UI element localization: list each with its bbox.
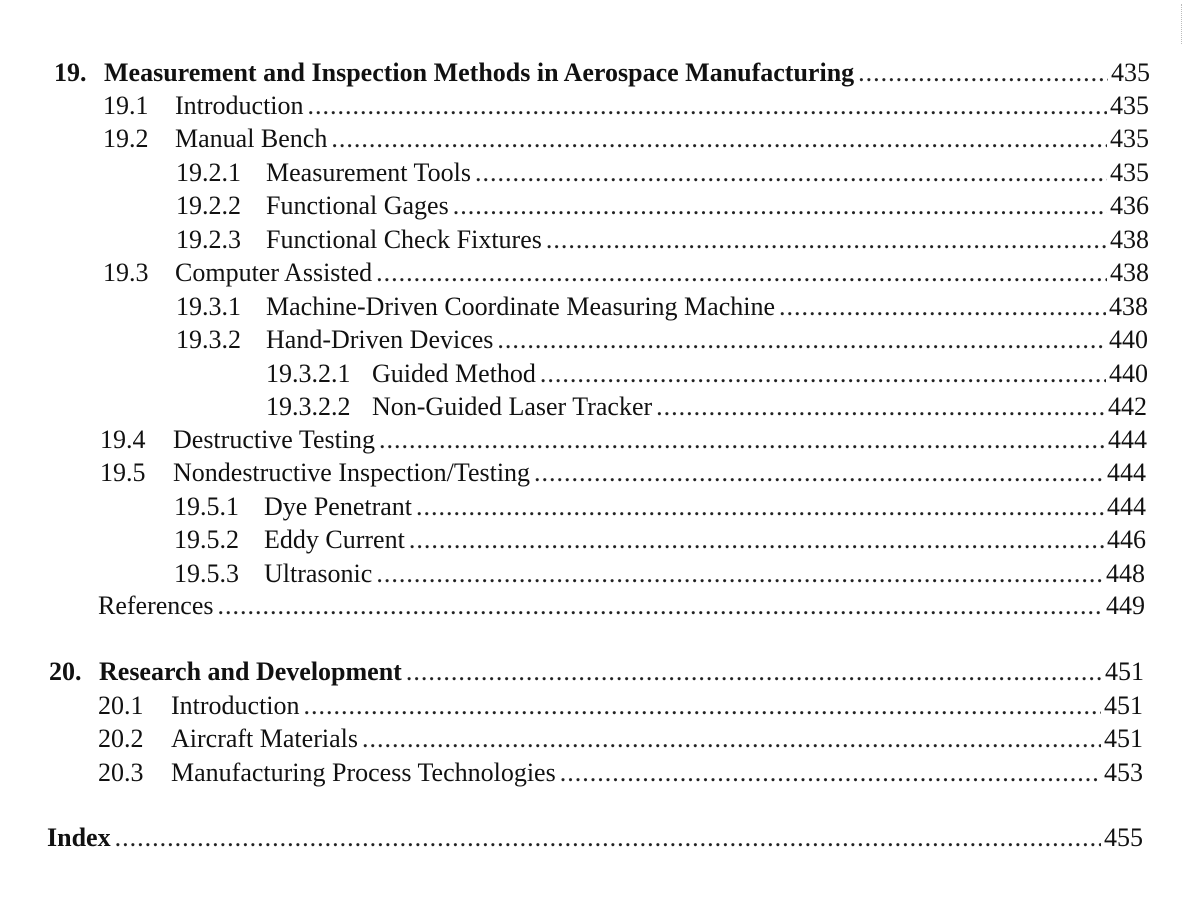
entry-page-number: 438 (1110, 258, 1149, 287)
toc-entry-20-2[interactable] (98, 722, 1143, 756)
entry-title: Functional Check Fixtures (266, 225, 542, 254)
dot-leader (304, 689, 1101, 723)
toc-entry-19-2[interactable] (103, 122, 1149, 156)
entry-page-number: 438 (1109, 292, 1148, 321)
entry-number: 19.5 (100, 458, 146, 487)
entry-number: 19.3.2.1 (266, 359, 351, 388)
entry-page-number: 444 (1107, 458, 1146, 487)
entry-title: Destructive Testing (173, 425, 376, 454)
entry-number: 19.4 (100, 425, 146, 454)
entry-number: 19.2.2 (176, 191, 241, 220)
entry-title: Aircraft Materials (171, 724, 358, 753)
entry-title: Measurement Tools (266, 158, 471, 187)
entry-page-number: 448 (1106, 559, 1145, 588)
entry-number: 19.2 (103, 124, 149, 153)
entry-number: 20.1 (98, 691, 144, 720)
dot-leader (406, 655, 1102, 689)
dot-leader (362, 722, 1101, 756)
toc-entry-20-1[interactable] (98, 689, 1143, 723)
entry-title: Eddy Current (264, 525, 405, 554)
toc-entry-19-3-1[interactable] (176, 290, 1148, 324)
entry-page-number: 435 (1111, 58, 1150, 87)
entry-page-number: 440 (1109, 359, 1148, 388)
entry-page-number: 442 (1108, 392, 1147, 421)
dot-leader (376, 256, 1107, 290)
entry-page-number: 436 (1110, 191, 1149, 220)
dot-leader (656, 390, 1105, 424)
dot-leader (534, 456, 1104, 490)
entry-page-number: 440 (1109, 325, 1148, 354)
dot-leader (453, 189, 1107, 223)
entry-page-number: 451 (1104, 691, 1143, 720)
entry-title: Computer Assisted (175, 258, 373, 287)
entry-title: Introduction (175, 91, 304, 120)
entry-title: Machine-Driven Coordinate Measuring Machine (266, 292, 776, 321)
toc-entry-19-3-2[interactable] (176, 323, 1148, 357)
entry-title: References (98, 591, 214, 620)
toc-entry-19-5-2[interactable] (174, 523, 1146, 557)
entry-title: Functional Gages (266, 191, 449, 220)
entry-title: Dye Penetrant (264, 492, 413, 521)
entry-number: 19.5.1 (174, 492, 239, 521)
entry-number: 19.3.2 (176, 325, 241, 354)
entry-page-number: 451 (1104, 724, 1143, 753)
dot-leader (560, 756, 1101, 790)
dot-leader (217, 589, 1103, 623)
toc-entry-20-3[interactable] (98, 756, 1143, 790)
entry-number: 19.1 (103, 91, 149, 120)
entry-number: 19.3 (103, 258, 149, 287)
entry-number: 19.3.1 (176, 292, 241, 321)
entry-title: Index (47, 823, 111, 852)
dot-leader (379, 423, 1105, 457)
entry-title: Manufacturing Process Technologies (171, 758, 556, 787)
dot-leader (409, 523, 1104, 557)
entry-title: Nondestructive Inspection/Testing (173, 458, 531, 487)
toc-entry-19-4[interactable] (100, 423, 1147, 457)
dot-leader (540, 357, 1106, 391)
entry-page-number: 455 (1104, 823, 1143, 852)
dot-leader (115, 821, 1101, 855)
dot-leader (376, 557, 1103, 591)
entry-number: 19. (54, 58, 87, 87)
entry-page-number: 449 (1106, 591, 1145, 620)
toc-entry-19-3-2-1[interactable] (266, 357, 1148, 391)
entry-number: 20. (49, 657, 82, 686)
toc-entry-19-3[interactable] (103, 256, 1149, 290)
toc-entry-19-2-1[interactable] (176, 156, 1149, 190)
toc-entry-chapter-20[interactable] (49, 655, 1144, 689)
toc-entry-index[interactable] (47, 821, 1143, 855)
dot-leader (308, 89, 1107, 123)
dot-leader (858, 56, 1108, 90)
toc-entry-19-3-2-2[interactable] (266, 390, 1147, 424)
entry-page-number: 451 (1105, 657, 1144, 686)
entry-title: Introduction (171, 691, 300, 720)
toc-entry-chapter-19[interactable] (54, 56, 1150, 90)
dot-leader (546, 223, 1107, 257)
toc-entry-19-5[interactable] (100, 456, 1146, 490)
entry-number: 20.3 (98, 758, 144, 787)
entry-page-number: 435 (1110, 158, 1149, 187)
entry-number: 19.3.2.2 (266, 392, 351, 421)
entry-title: Measurement and Inspection Methods in Aerospace Manufacturing (104, 58, 855, 87)
entry-page-number: 438 (1110, 225, 1149, 254)
dot-leader (497, 323, 1106, 357)
entry-title: Guided Method (372, 359, 536, 388)
toc-entry-19-5-3[interactable] (174, 557, 1145, 591)
toc-entry-19-2-3[interactable] (176, 223, 1149, 257)
entry-title: Manual Bench (175, 124, 328, 153)
entry-page-number: 444 (1107, 492, 1146, 521)
dot-leader (475, 156, 1107, 190)
entry-title: Non-Guided Laser Tracker (372, 392, 653, 421)
entry-title: Ultrasonic (264, 559, 373, 588)
dot-leader (779, 290, 1106, 324)
toc-entry-19-2-2[interactable] (176, 189, 1149, 223)
entry-number: 19.2.1 (176, 158, 241, 187)
entry-page-number: 446 (1107, 525, 1146, 554)
toc-entry-19-5-1[interactable] (174, 490, 1146, 524)
entry-number: 20.2 (98, 724, 144, 753)
entry-title: Research and Development (99, 657, 402, 686)
entry-number: 19.2.3 (176, 225, 241, 254)
entry-number: 19.5.2 (174, 525, 239, 554)
entry-page-number: 435 (1110, 91, 1149, 120)
entry-title: Hand-Driven Devices (266, 325, 494, 354)
dot-leader (416, 490, 1104, 524)
toc-entry-19-1[interactable] (103, 89, 1149, 123)
entry-page-number: 453 (1104, 758, 1143, 787)
entry-page-number: 444 (1108, 425, 1147, 454)
entry-page-number: 435 (1110, 124, 1149, 153)
entry-number: 19.5.3 (174, 559, 239, 588)
toc-entry-references[interactable] (98, 589, 1145, 623)
dot-leader (331, 122, 1107, 156)
